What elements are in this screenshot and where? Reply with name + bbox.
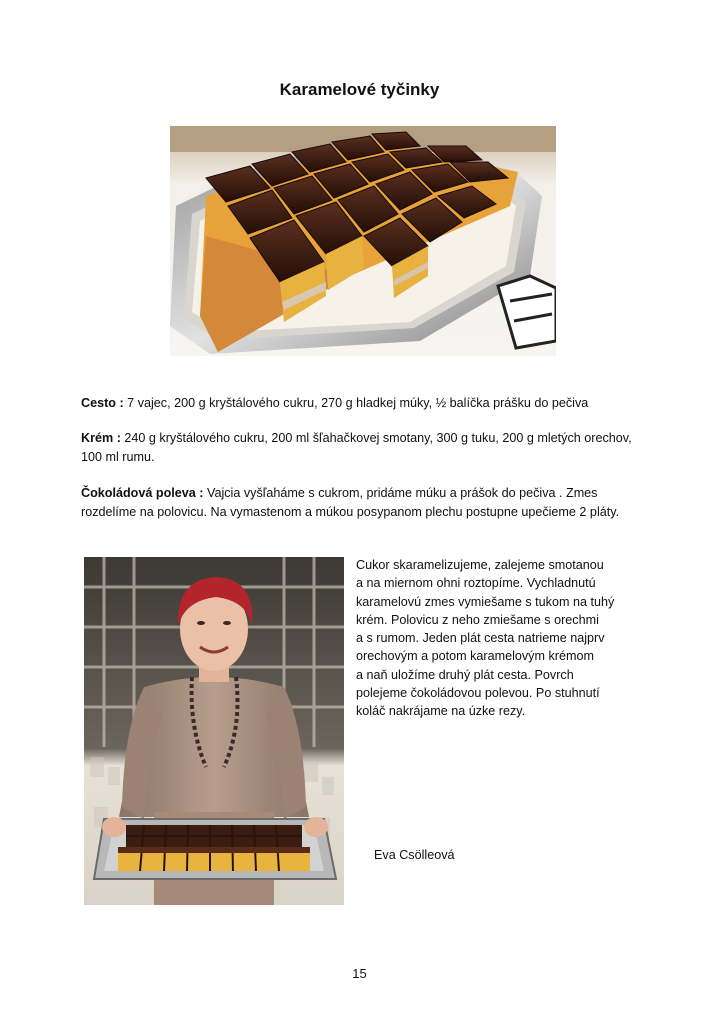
ingredients-poleva [81,484,641,521]
instruction-line: krém. Polovicu z neho zmiešame s orechmi [356,612,599,627]
instruction-line: polejeme čokoládovou polevou. Po stuhnutí [356,686,600,701]
ingredients-krem [81,429,641,466]
instruction-line: a naň uložíme druhý plát cesta. Povrch [356,667,574,682]
instructions-text [356,556,656,721]
krem-text: 240 g kryštálového cukru, 200 ml šľahačkovej smotany, 300 g tuku, 200 g mletých orechov, 100 ml rumu. [81,431,632,464]
cesto-text: 7 vajec, 200 g kryštálového cukru, 270 g hladkej múky, ½ balíčka prášku do pečiva [123,396,589,410]
ingredients-cesto [81,394,641,413]
poleva-text: Vajcia vyšľaháme s cukrom, pridáme múku a prášok do pečiva . Zmes rozdelíme na polovicu. Na vymastenom a múkou posypanom plechu postupne upečieme 2 pláty. [81,486,620,519]
author-photo [84,557,344,905]
cake-photo [170,126,556,356]
cesto-label: Cesto : [81,396,124,410]
poleva-label: Čokoládová poleva : [81,486,204,500]
instruction-line: Cukor skaramelizujeme, zalejeme smotanou [356,558,604,572]
instruction-line: orechovým a potom karamelovým krémom [356,649,594,664]
krem-label: Krém : [81,431,121,445]
instruction-line: koláč nakrájame na úzke rezy. [356,704,526,719]
instruction-line: a na miernom ohni roztopíme. Vychladnutú [356,576,596,591]
page-title: Karamelové tyčinky [279,80,440,99]
page-number: 15 [352,966,367,981]
author-name: Eva Csölleová [374,848,455,862]
instruction-line: karamelovú zmes vymiešame s tukom na tuhý [356,594,615,609]
instruction-line: a s rumom. Jeden plát cesta natrieme najprv [356,631,605,646]
